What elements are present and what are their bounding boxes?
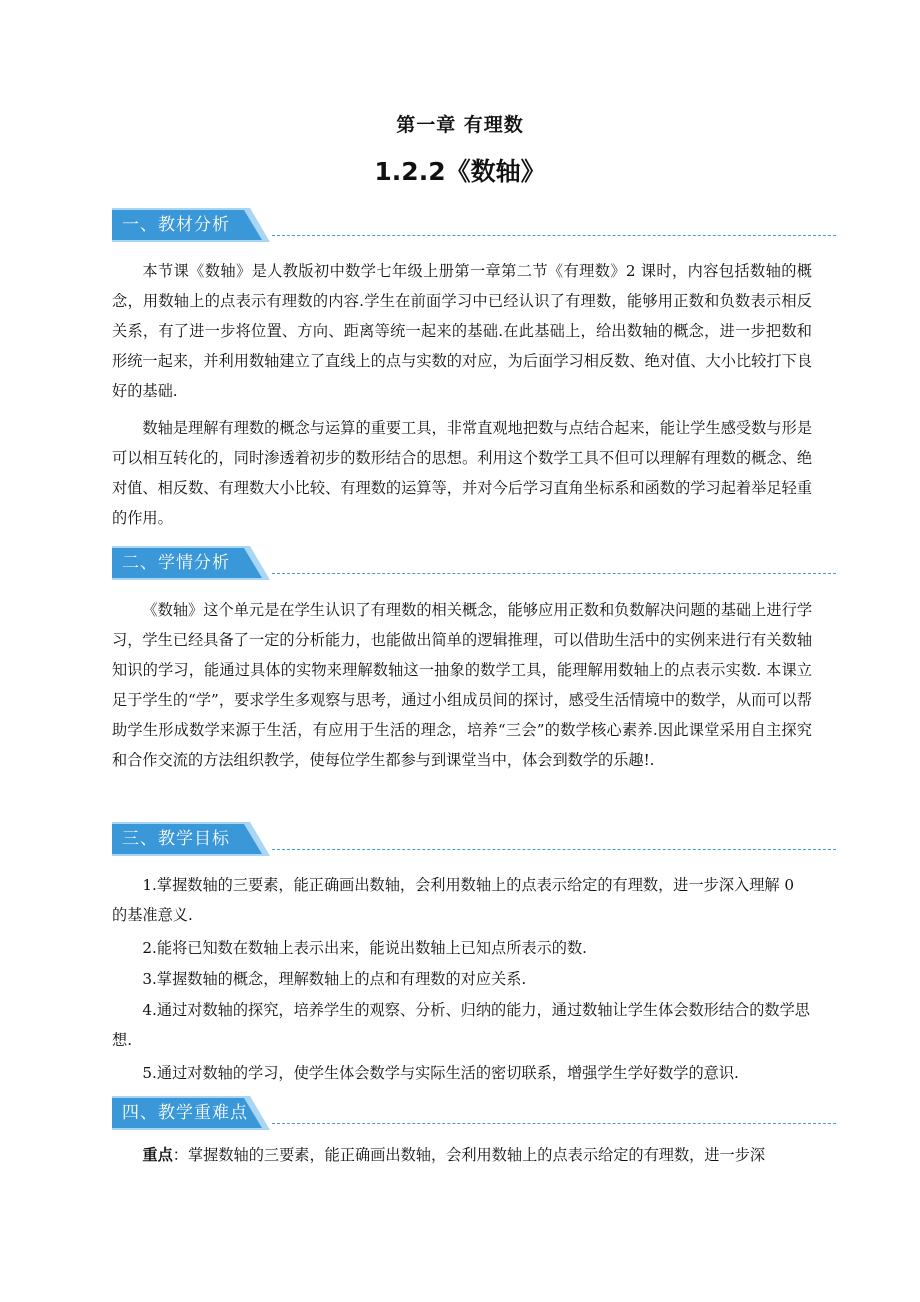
goal-item: 1.掌握数轴的三要素，能正确画出数轴，会利用数轴上的点表示给定的有理数，进一步深入理解 0 的基准意义.: [112, 876, 795, 924]
key-points-paragraph: [112, 1140, 812, 1170]
goal-item: 2.能将已知数在数轴上表示出来，能说出数轴上已知点所表示的数.: [142, 939, 587, 957]
key-points-text: ：掌握数轴的三要素，能正确画出数轴，会利用数轴上的点表示给定的有理数，进一步深: [172, 1146, 766, 1164]
section-title: 二、学情分析: [122, 553, 230, 573]
paragraph: 数轴是理解有理数的概念与运算的重要工具，非常直观地把数与点结合起来，能让学生感受数与形是可以相互转化的，同时渗透着初步的数形结合的思想。利用这个数学工具不但可以理解有理数的概念、绝对值、相反数、有理数大小比较、有理数的运算等，并对今后学习直角坐标系和函数的学习起着举足轻重的作用。: [112, 419, 812, 527]
dashed-divider: [272, 235, 836, 236]
paragraph: 本节课《数轴》是人教版初中数学七年级上册第一章第二节《有理数》2 课时，内容包括数轴的概念，用数轴上的点表示有理数的内容.学生在前面学习中已经认识了有理数，能够用正数和负数表示相反关系，有了进一步将位置、方向、距离等统一起来的基础.在此基础上，给出数轴的概念，进一步把数和形统一起来，并利用数轴建立了直线上的点与实数的对应，为后面学习相反数、绝对值、大小比较打下良好的基础.: [112, 262, 812, 400]
key-points-label: 重点: [142, 1146, 173, 1164]
dashed-divider: [272, 1123, 836, 1124]
goal-item: 3.掌握数轴的概念，理解数轴上的点和有理数的对应关系.: [142, 970, 527, 988]
section-header-key-difficulties: [112, 1096, 836, 1130]
section-title: 四、教学重难点: [122, 1103, 248, 1123]
dashed-divider: [272, 849, 836, 850]
section-title: 三、教学目标: [122, 829, 230, 849]
section-header-teaching-goals: [112, 822, 836, 856]
section-header-student-analysis: [112, 546, 836, 580]
chapter-title: 第一章 有理数: [396, 114, 524, 136]
section-header-textbook-analysis: [112, 208, 836, 242]
lesson-title: 1.2.2《数轴》: [374, 157, 546, 186]
section-title: 一、教材分析: [122, 215, 230, 235]
goal-item: 5.通过对数轴的学习，使学生体会数学与实际生活的密切联系，增强学生学好数学的意识.: [142, 1064, 739, 1082]
goal-item: 4.通过对数轴的探究，培养学生的观察、分析、归纳的能力，通过数轴让学生体会数形结合的数学思想.: [112, 1001, 810, 1049]
paragraph: 《数轴》这个单元是在学生认识了有理数的相关概念，能够应用正数和负数解决问题的基础上进行学习，学生已经具备了一定的分析能力，也能做出简单的逻辑推理，可以借助生活中的实例来进行有关数轴知识的学习，能通过具体的实物来理解数轴这一抽象的数学工具，能理解用数轴上的点表示实数. 本课立足于学生的“学”，要求学生多观察与思考，通过小组成员间的探讨，感受生活情境中的数学，从而可以帮助学生形成数学来源于生活，有应用于生活的理念，培养“三会”的数学核心素养.因此课堂采用自主探究和合作交流的方法组织教学，使每位学生都参与到课堂当中，体会到数学的乐趣!.: [112, 601, 812, 769]
dashed-divider: [272, 573, 836, 574]
